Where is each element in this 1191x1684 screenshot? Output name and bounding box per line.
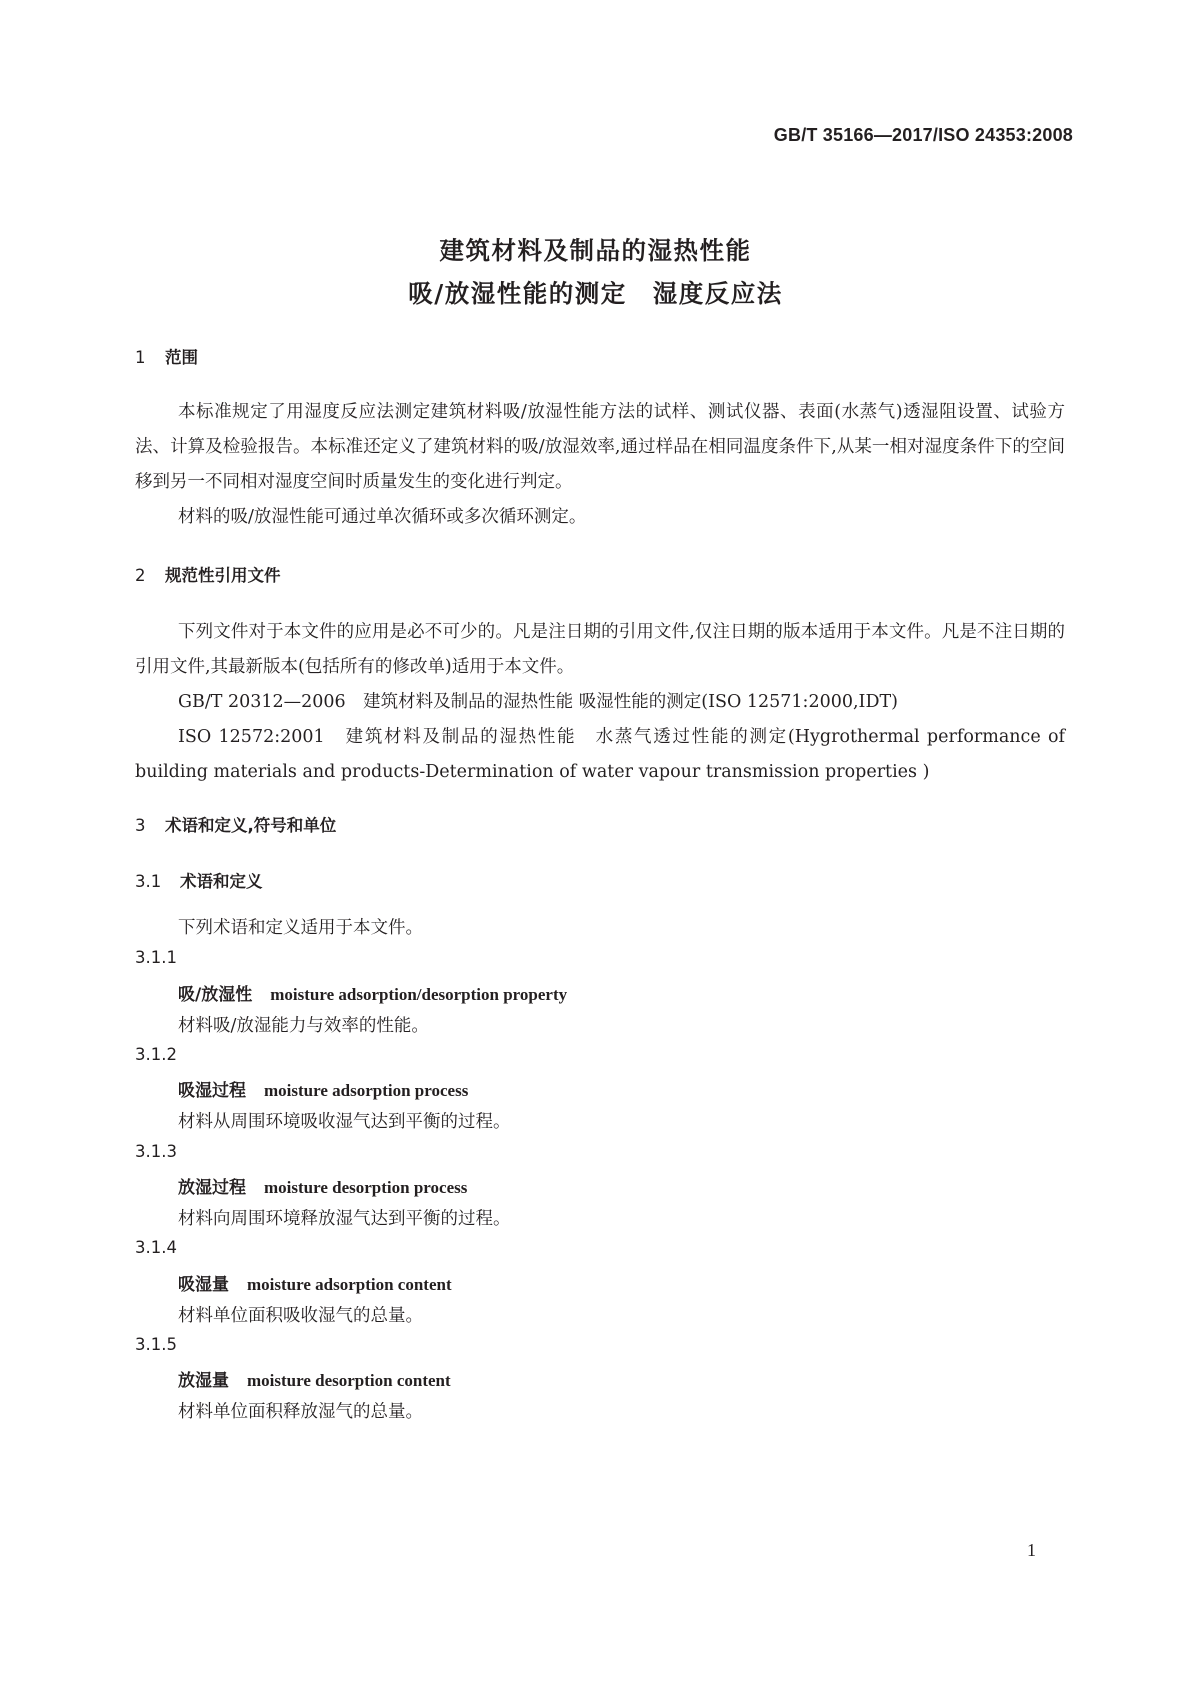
term-en: moisture desorption content <box>247 1371 451 1390</box>
term-en: moisture desorption process <box>264 1178 468 1197</box>
term-cn: 吸湿量 <box>178 1275 229 1295</box>
paragraph: 下列文件对于本文件的应用是必不可少的。凡是注日期的引用文件,仅注日期的版本适用于本文件。凡是不注日期的引用文件,其最新版本(包括所有的修改单)适用于本文件。 <box>135 622 1065 677</box>
term-cn: 吸湿过程 <box>178 1081 246 1101</box>
term-en: moisture adsorption/desorption property <box>270 985 568 1004</box>
section-number: 3.1 <box>135 872 162 891</box>
section-2-heading <box>135 562 281 586</box>
term-definition: 材料吸/放湿能力与效率的性能。 <box>178 1016 429 1036</box>
term-entry <box>178 1173 467 1198</box>
section-1-heading <box>135 344 198 368</box>
page-number: 1 <box>1027 1540 1036 1560</box>
section-title: 范围 <box>165 348 198 367</box>
term-number: 3.1.3 <box>135 1142 177 1161</box>
term-number: 3.1.1 <box>135 948 177 967</box>
term-definition: 材料单位面积释放湿气的总量。 <box>178 1402 423 1422</box>
term-number: 3.1.5 <box>135 1335 177 1354</box>
section-number: 3 <box>135 816 146 835</box>
document-title-line2: 吸/放湿性能的测定 湿度反应法 <box>408 279 783 308</box>
section-3-heading <box>135 812 336 836</box>
term-entry <box>178 1366 451 1391</box>
document-title-line1: 建筑材料及制品的湿热性能 <box>439 236 752 265</box>
term-definition: 材料单位面积吸收湿气的总量。 <box>178 1306 423 1326</box>
term-entry <box>178 1270 452 1295</box>
section-number: 1 <box>135 348 146 367</box>
section-1-body <box>135 395 1065 535</box>
paragraph: 材料的吸/放湿性能可通过单次循环或多次循环测定。 <box>178 507 587 527</box>
term-number: 3.1.4 <box>135 1238 177 1257</box>
paragraph: 本标准规定了用湿度反应法测定建筑材料吸/放湿性能方法的试样、测试仪器、表面(水蒸气)透湿阻设置、试验方法、计算及检验报告。本标准还定义了建筑材料的吸/放湿效率,通过样品在相同温度条件下,从某一相对湿度条件下的空间移到另一不同相对湿度空间时质量发生的变化进行判定。 <box>135 402 1065 492</box>
section-3-1-heading <box>135 868 263 892</box>
term-definition: 材料向周围环境释放湿气达到平衡的过程。 <box>178 1209 511 1229</box>
term-entry <box>178 980 567 1005</box>
term-en: moisture adsorption process <box>264 1081 469 1100</box>
section-number: 2 <box>135 566 146 585</box>
term-cn: 放湿过程 <box>178 1178 246 1198</box>
standard-number: GB/T 35166—2017/ISO 24353:2008 <box>773 125 1073 145</box>
section-title: 术语和定义 <box>180 872 263 891</box>
section-2-body <box>135 615 1065 790</box>
term-cn: 吸/放湿性 <box>178 985 253 1005</box>
term-en: moisture adsorption content <box>247 1275 452 1294</box>
normative-reference: ISO 12572:2001 建筑材料及制品的湿热性能 水蒸气透过性能的测定(Hygrothermal performance of building materials and products-Determination of water vapour transmission properties ) <box>135 727 1065 782</box>
normative-reference: GB/T 20312—2006 建筑材料及制品的湿热性能 吸湿性能的测定(ISO 12571:2000,IDT) <box>178 692 898 712</box>
term-entry <box>178 1076 468 1101</box>
section-3-1-intro: 下列术语和定义适用于本文件。 <box>178 918 423 938</box>
term-cn: 放湿量 <box>178 1371 229 1391</box>
section-title: 术语和定义,符号和单位 <box>165 816 337 835</box>
term-definition: 材料从周围环境吸收湿气达到平衡的过程。 <box>178 1112 511 1132</box>
section-title: 规范性引用文件 <box>165 566 281 585</box>
term-number: 3.1.2 <box>135 1045 177 1064</box>
